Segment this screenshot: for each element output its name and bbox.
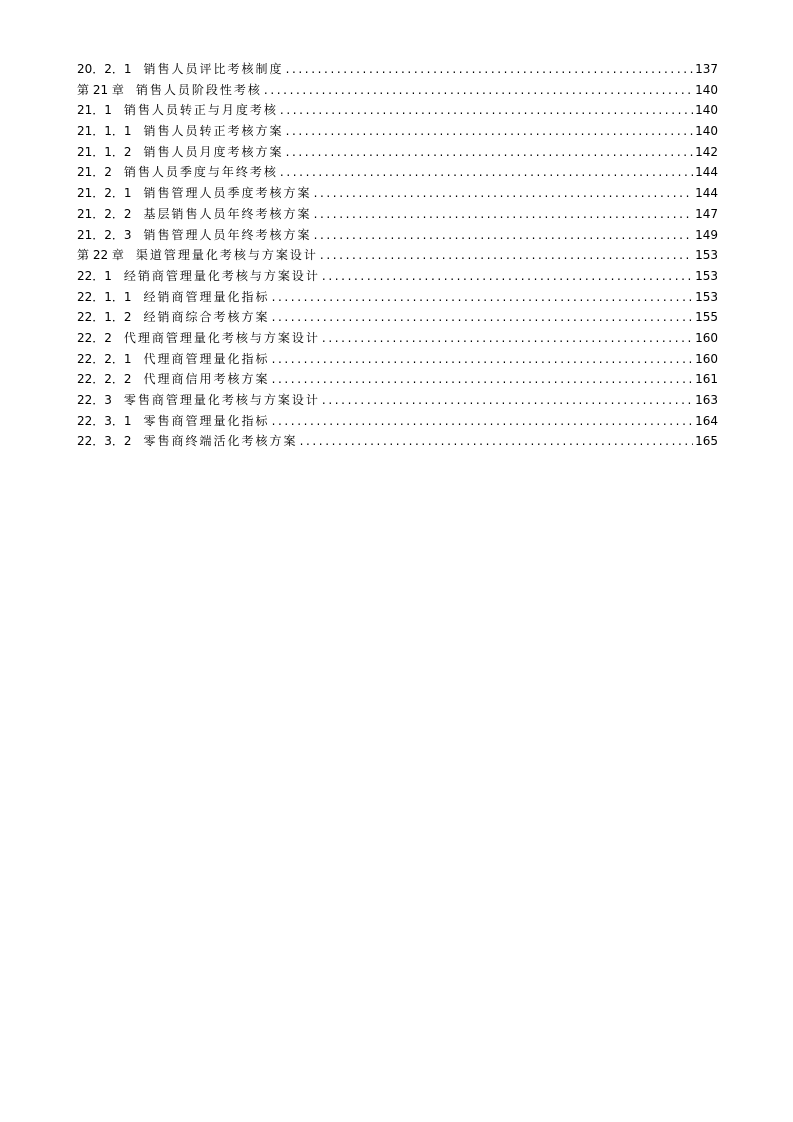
toc-dot-leader <box>320 245 693 266</box>
toc-dot-leader <box>272 369 694 390</box>
toc-entry-number: 22．1．1 <box>77 289 132 304</box>
toc-entry[interactable] <box>77 183 718 204</box>
toc-dot-leader <box>286 121 694 142</box>
toc-entry-title: 零售商管理量化考核与方案设计 <box>123 393 320 407</box>
toc-entry-title: 经销商综合考核方案 <box>143 310 270 325</box>
toc-entry-page: 144 <box>695 186 718 201</box>
toc-entry[interactable] <box>77 204 718 225</box>
toc-entry-number: 22．3 <box>77 393 112 407</box>
toc-entry[interactable] <box>77 59 718 80</box>
toc-entry-title: 销售管理人员季度考核方案 <box>143 186 312 201</box>
toc-dot-leader <box>314 183 694 204</box>
toc-dot-leader <box>280 100 693 121</box>
toc-entry-title: 销售管理人员年终考核方案 <box>143 227 312 242</box>
toc-entry-page: 142 <box>695 144 718 159</box>
toc-entry-page: 140 <box>695 82 718 97</box>
toc-entry[interactable] <box>77 431 718 452</box>
toc-entry-title: 销售人员转正与月度考核 <box>123 103 278 118</box>
toc-entry[interactable] <box>77 266 718 287</box>
toc-entry-title: 销售人员阶段性考核 <box>135 82 262 97</box>
toc-entry[interactable] <box>77 369 718 390</box>
toc-entry-page: 147 <box>695 206 718 221</box>
toc-entry-page: 161 <box>695 372 718 387</box>
table-of-contents <box>77 59 718 452</box>
toc-entry-page: 165 <box>695 434 718 449</box>
toc-entry[interactable] <box>77 80 718 101</box>
toc-entry[interactable] <box>77 287 718 308</box>
toc-entry-number: 22．1 <box>77 268 112 283</box>
toc-entry-number: 22．3．1 <box>77 413 132 428</box>
toc-entry-title: 销售人员评比考核制度 <box>143 62 284 76</box>
toc-entry-number: 第 22 章 <box>77 248 124 263</box>
toc-dot-leader <box>322 266 693 287</box>
toc-entry-page: 160 <box>695 351 718 366</box>
toc-entry[interactable] <box>77 162 718 183</box>
toc-entry-number: 22．2 <box>77 330 112 345</box>
toc-entry-page: 149 <box>695 227 718 242</box>
toc-entry-page: 153 <box>695 289 718 304</box>
toc-dot-leader <box>314 204 694 225</box>
toc-entry-title: 销售人员季度与年终考核 <box>123 165 278 180</box>
toc-dot-leader <box>272 307 694 328</box>
toc-entry-number: 22．2．1 <box>77 351 132 366</box>
toc-entry-number: 21．2 <box>77 165 112 180</box>
toc-entry[interactable] <box>77 328 718 349</box>
toc-entry-number: 第 21 章 <box>77 82 124 97</box>
toc-entry-title: 经销商管理量化考核与方案设计 <box>123 268 320 283</box>
toc-entry[interactable] <box>77 390 718 411</box>
toc-dot-leader <box>280 162 693 183</box>
toc-entry-number: 20．2．1 <box>77 62 132 76</box>
toc-entry-number: 21．1．1 <box>77 124 132 139</box>
toc-entry[interactable] <box>77 225 718 246</box>
toc-dot-leader <box>322 390 693 411</box>
toc-entry-title: 销售人员月度考核方案 <box>143 144 284 159</box>
toc-entry-number: 21．2．1 <box>77 186 132 201</box>
toc-entry-page: 140 <box>695 124 718 139</box>
toc-entry-title: 基层销售人员年终考核方案 <box>143 206 312 221</box>
toc-entry[interactable] <box>77 245 718 266</box>
toc-entry-number: 22．3．2 <box>77 434 132 449</box>
toc-dot-leader <box>300 431 694 452</box>
toc-entry-page: 164 <box>695 413 718 428</box>
toc-entry-title: 销售人员转正考核方案 <box>143 124 284 139</box>
toc-entry-title: 经销商管理量化指标 <box>143 289 270 304</box>
toc-entry[interactable] <box>77 307 718 328</box>
toc-entry-title: 零售商终端活化考核方案 <box>143 434 298 449</box>
toc-dot-leader <box>264 80 693 101</box>
toc-dot-leader <box>286 59 694 80</box>
toc-entry[interactable] <box>77 121 718 142</box>
toc-entry-page: 160 <box>695 330 718 345</box>
toc-entry-page: 155 <box>695 310 718 325</box>
toc-entry[interactable] <box>77 100 718 121</box>
toc-entry[interactable] <box>77 142 718 163</box>
toc-dot-leader <box>286 142 694 163</box>
toc-entry-number: 22．1．2 <box>77 310 132 325</box>
toc-dot-leader <box>272 349 694 370</box>
toc-dot-leader <box>272 287 694 308</box>
toc-entry-title: 代理商信用考核方案 <box>143 372 270 387</box>
toc-entry-title: 零售商管理量化指标 <box>143 413 270 428</box>
toc-entry-number: 21．1．2 <box>77 144 132 159</box>
toc-entry[interactable] <box>77 411 718 432</box>
toc-entry-page: 137 <box>695 62 718 76</box>
toc-entry-title: 渠道管理量化考核与方案设计 <box>135 248 318 263</box>
toc-dot-leader <box>314 225 694 246</box>
toc-entry-page: 163 <box>695 393 718 407</box>
toc-entry-title: 代理商管理量化考核与方案设计 <box>123 330 320 345</box>
toc-entry-number: 22．2．2 <box>77 372 132 387</box>
toc-entry-number: 21．2．2 <box>77 206 132 221</box>
toc-dot-leader <box>322 328 693 349</box>
toc-entry-number: 21．1 <box>77 103 112 118</box>
toc-entry-page: 144 <box>695 165 718 180</box>
toc-entry-number: 21．2．3 <box>77 227 132 242</box>
toc-dot-leader <box>272 411 694 432</box>
toc-entry-page: 153 <box>695 268 718 283</box>
toc-entry[interactable] <box>77 349 718 370</box>
toc-entry-title: 代理商管理量化指标 <box>143 351 270 366</box>
toc-entry-page: 153 <box>695 248 718 263</box>
toc-entry-page: 140 <box>695 103 718 118</box>
